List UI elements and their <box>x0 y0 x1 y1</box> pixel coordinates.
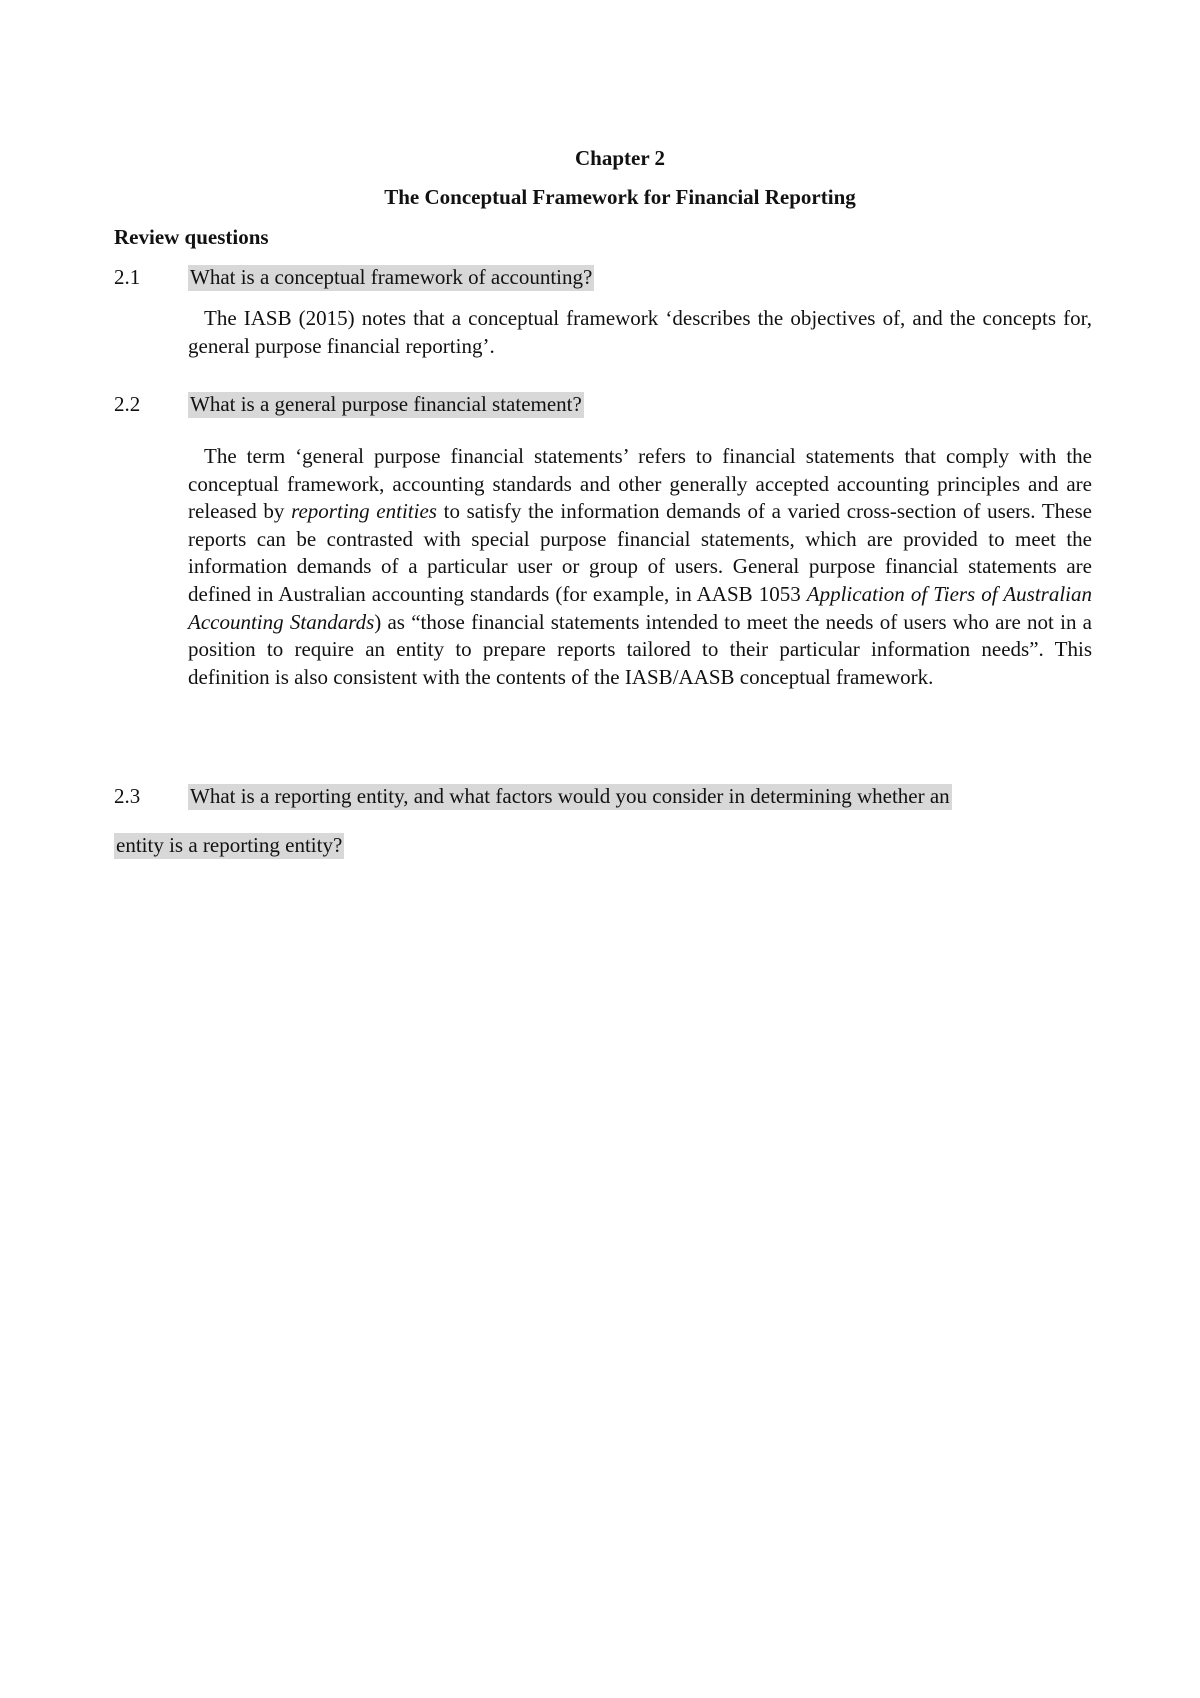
answer-text-italic: Application of Tiers of Australian Accounting Standards <box>188 581 1092 634</box>
answer-text-italic: reporting entities <box>291 499 437 524</box>
answer-text: The IASB (2015) notes that a conceptual framework ‘describes the objectives of, and the concepts for, general purpose financial reporting’. <box>188 306 1092 358</box>
section-heading: Review questions <box>114 225 269 249</box>
question-text: What is a conceptual framework of accounting? <box>190 265 593 289</box>
answer-text-part: to satisfy the information demands of a varied cross-section of users. These reports can be contrasted with special purpose financial statements, which are provided to meet the information demands of a particular user or group of users. General purpose financial statements are defined in Australian accounting standards (for example, in AASB 1053 <box>188 499 1092 606</box>
answer-text-part: ) as “those financial statements intended to meet the needs of users who are not in a position to require an entity to prepare reports tailored to their particular information needs”. This definition is also consistent with the contents of the IASB/AASB conceptual framework. <box>188 609 1092 689</box>
chapter-number: Chapter 2 <box>574 146 666 170</box>
question-number: 2.2 <box>114 392 141 416</box>
answer-text <box>188 443 1092 691</box>
question-text: What is a general purpose financial statement? <box>190 392 582 416</box>
question-text: What is a reporting entity, and what factors would you consider in determining whether an <box>190 784 950 808</box>
chapter-title: The Conceptual Framework for Financial Reporting <box>384 185 856 209</box>
answer-text-part: The term ‘general purpose financial statements’ refers to financial statements that comply with the conceptual framework, accounting standards and other generally accepted accounting principles and are released by <box>188 444 1092 524</box>
question-number: 2.3 <box>114 784 141 808</box>
question-text-continued: entity is a reporting entity? <box>116 833 343 857</box>
question-number: 2.1 <box>114 265 141 289</box>
